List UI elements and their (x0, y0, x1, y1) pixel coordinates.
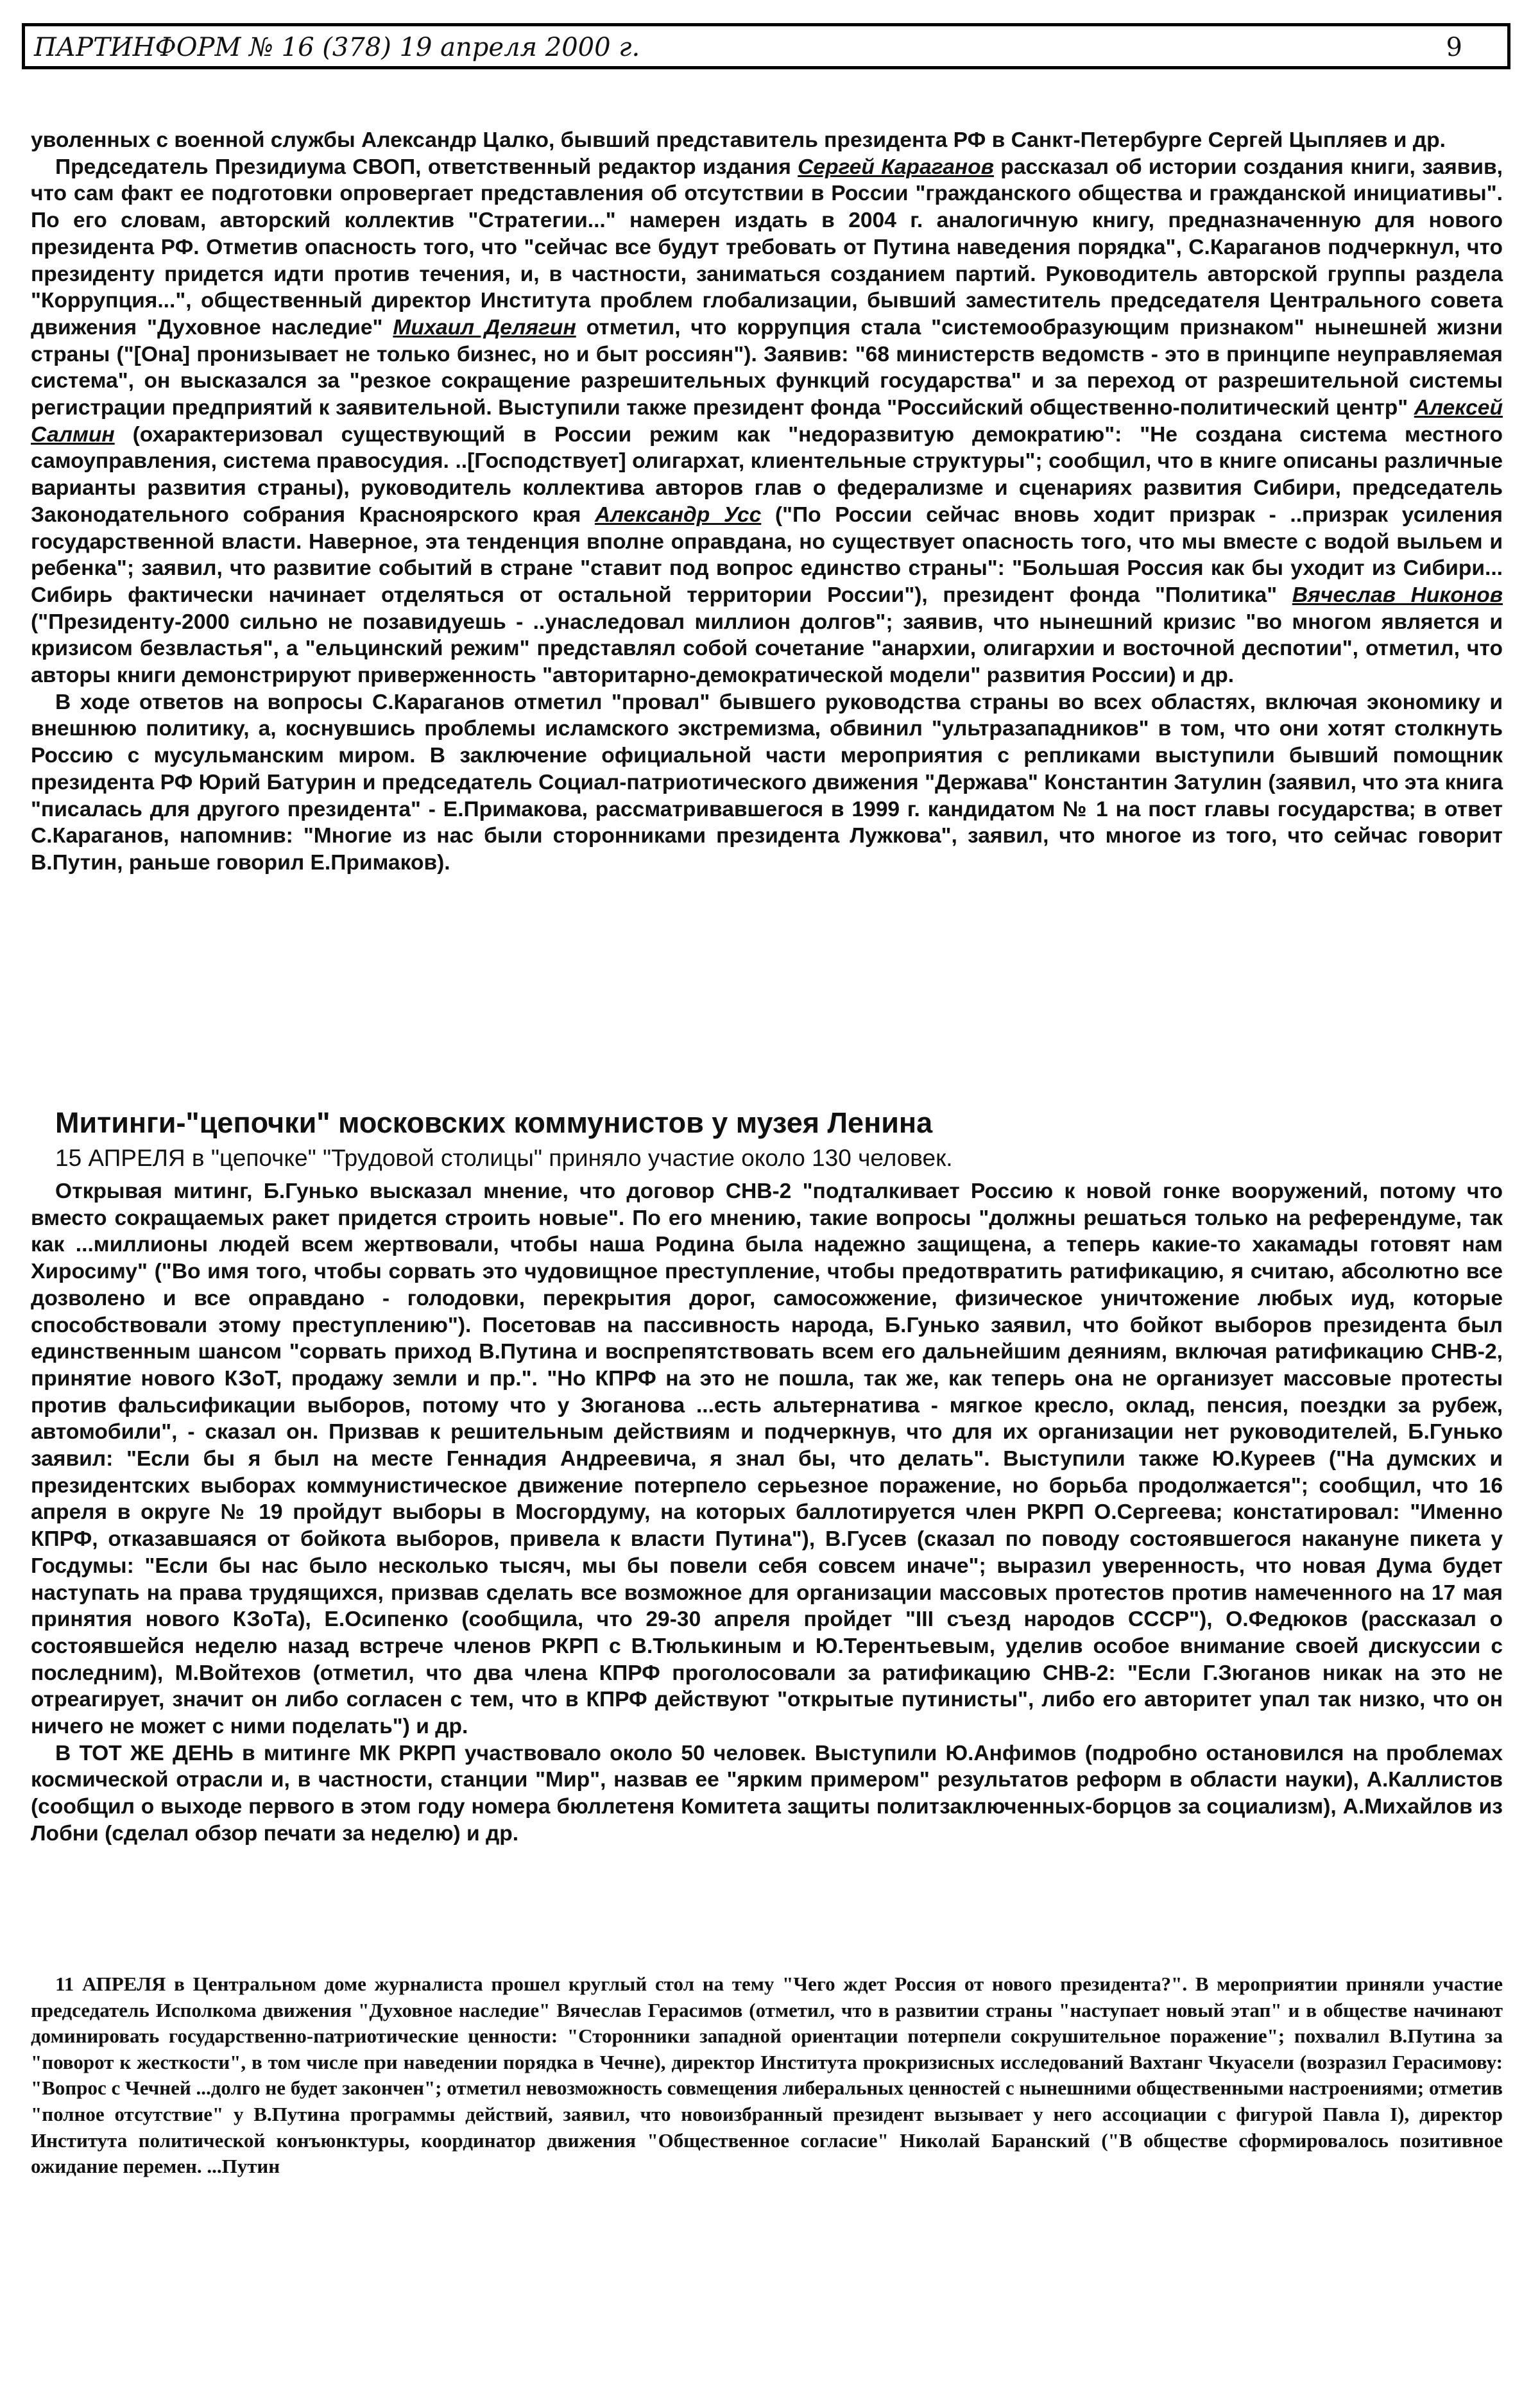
text-run: рассказал об истории создания книги, заявив, что сам факт ее подготовки опровергает представления об отсутствии в России "гражданского общества и гражданской инициативы". По его словам, авторский коллектив "Стратегии..." намерен издать в 2004 г. аналогичную книгу, предназначенную для нового президента РФ. Отметив опасность того, что "сейчас все будут требовать от Путина наведения порядка", С.Караганов подчеркнул, что президенту придется идти против течения, и, в частности, заниматься созданием партий. Руководитель авторской группы раздела "Коррупция...", общественный директор Института проблем глобализации, бывший заместитель председателя Центрального совета движения "Духовное наследие" (31, 155, 1503, 339)
person-name: Александр Усс (594, 502, 762, 527)
text-run: (охарактеризовал существующий в России режим как "недоразвитую демократию": "Не создана система местного самоуправления, система правосудия. ..[Господствует] олигархат, клиентельные структуры"; сообщил, что в книге описаны различные варианты развития страны), руководитель коллектива авторов глав о федерализме и сценариях развития Сибири, председатель Законодательного собрания Красноярского края (31, 422, 1503, 527)
text-run: ("По России сейчас вновь ходит призрак - ..призрак усиления государственной власти. Наверное, эта тенденция вполне оправдана, но существует опасность того, что мы вместе с водой выльем и ребенка"; заявил, что развитие событий в стране "ставит под вопрос единство страны": "Большая Россия как бы уходит из Сибири... Сибирь фактически начинает отделяться от остальной территории России"), президент фонда "Политика" (31, 502, 1503, 607)
publication-title: ПАРТИНФОРМ № 16 (378) 19 апреля 2000 г. (34, 33, 640, 62)
article-subheadline: 15 АПРЕЛЯ в "цепочке" "Трудовой столицы" приняло участие около 130 человек. (55, 1145, 953, 1171)
page-header (22, 23, 1510, 69)
article-headline: Митинги-"цепочки" московских коммунистов у музея Ленина (55, 1106, 933, 1139)
paragraph: В ТОТ ЖЕ ДЕНЬ в митинге МК РКРП участвовало около 50 человек. Выступили Ю.Анфимов (подробно остановился на проблемах космической отрасли и, в частности, станции "Мир", назвав ее "ярким примером" результатов реформ в области науки), А.Каллистов (сообщил о выходе первого в этом году номера бюллетеня Комитета защиты политзаключенных-борцов за социализм), А.Михайлов из Лобни (сделал обзор печати за неделю) и др. (31, 1741, 1503, 1846)
person-name: Вячеслав Никонов (1292, 583, 1503, 607)
paragraph (31, 154, 1503, 689)
person-name: Михаил Делягин (393, 315, 576, 339)
paragraph: В ходе ответов на вопросы С.Караганов отметил "провал" бывшего руководства страны во всех областях, включая экономику и внешнюю политику, а, коснувшись проблемы исламского экстремизма, обвинил "ультразападников" в том, что они хотят столкнуть Россию с мусульманским миром. В заключение официальной части мероприятия с репликами выступили бывший помощник президента РФ Юрий Батурин и председатель Социал-патриотического движения "Держава" Константин Затулин (заявил, что эта книга "писалась для другого президента" - Е.Примакова, рассматривавшегося в 1999 г. кандидатом № 1 на пост главы государства; в ответ С.Караганов, напомнив: "Многие из нас были сторонниками президента Лужкова", заявил, что многое из того, что сейчас говорит В.Путин, раньше говорил Е.Примаков). (31, 690, 1503, 875)
text-run: ("Президенту-2000 сильно не позавидуешь - ..унаследовал миллион долгов"; заявив, что нынешний кризис "во многом является и кризисом безвластья", а "ельцинский режим" представлял собой сочетание "анархии, олигархии и восточной деспотии", отметил, что авторы книги демонстрируют приверженность "авторитарно-демократической модели" развития России) и др. (31, 610, 1503, 688)
paragraph: 11 АПРЕЛЯ в Центральном доме журналиста прошел круглый стол на тему "Чего ждет Россия от нового президента?". В мероприятии приняли участие председатель Исполкома движения "Духовное наследие" Вячеслав Герасимов (отметил, что в развитии страны "наступает новый этап" и в обществе начинают доминировать государственно-патриотические ценности: "Сторонники западной ориентации потерпели сокрушительное поражение"; похвалил В.Путина за "поворот к жесткости", в том числе при наведении порядка в Чечне), директор Института прокризисных исследований Вахтанг Чкуасели (возразил Герасимову: "Вопрос с Чечней ...долго не будет закончен"; отметил невозможность совмещения либеральных ценностей с нынешними общественными настроениями; отметив "полное отсутствие" у В.Путина программы действий, заявил, что новоизбранный президент вызывает у него ассоциации с фигурой Павла I), директор Института политической конъюнктуры, координатор движения "Общественное согласие" Николай Баранский ("В обществе сформировалось позитивное ожидание перемен. ...Путин (31, 1973, 1503, 2178)
article-continuation (31, 127, 1503, 877)
paragraph: уволенных с военной службы Александр Цалко, бывший представитель президента РФ в Санкт-Петербурге Сергей Цыпляев и др. (31, 128, 1446, 152)
page-number: 9 (1446, 33, 1462, 62)
person-name: Сергей Караганов (798, 155, 994, 179)
paragraph: Открывая митинг, Б.Гунько высказал мнение, что договор СНВ-2 "подталкивает Россию к новой гонке вооружений, потому что вместо сокращаемых ракет придется строить новые". По его мнению, такие вопросы "должны решаться только на референдуме, так как ...миллионы людей всем жертвовали, чтобы наша Родина была надежно защищена, а теперь какие-то хакамады готовят нам Хиросиму" ("Во имя того, чтобы сорвать это чудовищное преступление, чтобы предотвратить ратификацию, я считаю, абсолютно все дозволено и все оправдано - голодовки, перекрытия дорог, самосожжение, физическое уничтожение любых иуд, которые способствовали этому преступлению"). Посетовав на пассивность народа, Б.Гунько заявил, что бойкот выборов президента был единственным шансом "сорвать приход В.Путина и воспрепятствовать всем его дальнейшим деяниям, включая ратификацию СНВ-2, принятие нового КЗоТ, продажу земли и пр.". "Но КПРФ на это не пошла, так же, как теперь она не организует массовые протесты против фальсификации выборов, потому что у Зюганова ...есть альтернатива - мягкое кресло, оклад, пенсия, поездки за рубеж, автомобили", - сказал он. Призвав к решительным действиям и подчеркнув, что для их организации нет руководителей, Б.Гунько заявил: "Если бы я был на месте Геннадия Андреевича, я знал бы, что делать". Выступили также Ю.Куреев ("На думских и президентских выборах коммунистическое движение потерпело серьезное поражение, но борьба продолжается"; сообщил, что 16 апреля в округе № 19 пройдут выборы в Мосгордуму, на которых баллотируется член РКРП О.Сергеева; констатировал: "Именно КПРФ, отказавшаяся от бойкота выборов, привела к власти Путина"), В.Гусев (сказал по поводу состоявшегося накануне пикета у Госдумы: "Если бы нас было несколько тысяч, мы бы повели себя совсем иначе"; выразил уверенность, что новая Дума будет наступать на права трудящихся, призвав сделать все возможное для организации массовых протестов против намеченного на 17 мая принятия нового КЗоТа), Е.Осипенко (сообщила, что 29-30 апреля пройдет "III съезд народов СССР"), О.Федюков (рассказал о состоявшейся неделю назад встрече членов РКРП с В.Тюлькиным и Ю.Терентьевым, уделив особое внимание своей дискуссии с последним), М.Войтехов (отметил, что два члена КПРФ проголосовали за ратификацию СНВ-2: "Если Г.Зюганов никак на это не отреагирует, значит он либо согласен с тем, что в КПРФ действуют "открытые путинисты", либо его авторитет упал так низко, что он ничего не может с ними поделать") и др. (31, 1179, 1503, 1739)
article-roundtable (31, 1971, 1503, 2180)
text-run: отметил, что коррупция стала "системообразующим признаком" нынешней жизни страны ("[Она] пронизывает не только бизнес, но и быт россиян"). Заявив: "68 министерств ведомств - это в принципе неуправляемая система", он высказался за "резкое сокращение разрешительных функций государства" и за переход от разрешительной системы регистрации предприятий к заявительной. Выступили также президент фонда "Российский общественно-политический центр" (31, 315, 1503, 420)
person-name: Алексей Салмин (31, 396, 1503, 447)
article-body (31, 1178, 1503, 1847)
text-run: Председатель Президиума СВОП, ответственный редактор издания (55, 155, 798, 179)
